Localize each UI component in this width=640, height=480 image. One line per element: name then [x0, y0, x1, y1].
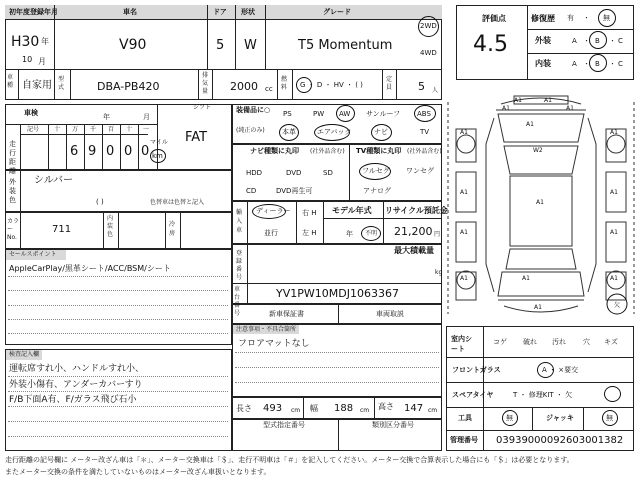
exterior-label: 外装 [535, 36, 551, 45]
equip-sunroof: サンルーフ [366, 110, 401, 118]
displacement-unit: cc [265, 85, 273, 93]
capacity: 5 [418, 80, 425, 93]
mark-0: A1 [514, 97, 522, 104]
ext-opt-dot2: ・ [609, 37, 616, 45]
import-dealer: ディーラー [256, 207, 291, 215]
navi-dvd-play: DVD再生可 [276, 187, 313, 195]
mark-14: A1 [460, 275, 468, 282]
shift-label: シフト [193, 104, 212, 111]
mileage-label: 走行 [9, 140, 16, 157]
inspection-label: 車検 [24, 109, 38, 117]
footer-line-2: またメーター交換の条件を満たしていないものはメーター改ざん車扱いとなります。 [5, 468, 271, 476]
mileage-unit-mile: マイル [150, 139, 168, 146]
first-reg-year: H30 [11, 34, 40, 50]
navi-sd: SD [323, 169, 333, 177]
digit-label-5: 十 [126, 126, 133, 133]
color-code-label: カラーNo. [7, 218, 20, 241]
mark-5: A1 [610, 129, 618, 136]
digit-label-2: 万 [72, 126, 79, 133]
ext-opt-a: A [572, 37, 577, 45]
mark-10: A1 [610, 229, 618, 236]
equip-pw: PW [313, 110, 325, 118]
model-year-label: モデル年式 [332, 206, 372, 215]
sheet-burn: コゲ [493, 338, 507, 346]
inspector-line-2: 外装小傷有、アンダーカバーすり [9, 380, 143, 390]
capacity-label: 定員 [386, 76, 393, 91]
warranty-row [232, 304, 442, 324]
mileage-digit-0: 6 [70, 144, 79, 159]
ext-opt-b: B [595, 37, 600, 45]
sheet-tear: 破れ [523, 338, 537, 346]
length: 493 [263, 403, 283, 414]
equip-airbag: エアバック [317, 128, 352, 136]
color-paren: ( ) [96, 198, 104, 206]
mileage-digit-2: 0 [106, 144, 115, 159]
tv-fullseg: フルセグ [362, 167, 390, 175]
footer-line-1: 走行距離の記号欄に メーター改ざん車は「＊」、メーター交換車は「＄」、走行不明車は「＃」を記入してください。メーター交換で合算表示した場合にも「＄」は必要となります。 [5, 456, 574, 464]
first-reg-month: 10 [22, 55, 33, 64]
inspector-line-1: 運転席すれ小、ハンドルすれ小、 [9, 364, 145, 374]
mileage-digit-1: 9 [88, 144, 97, 159]
equip-aw: AW [339, 110, 351, 118]
sheet-hole: 穴 [583, 338, 590, 346]
new-warranty: 新車保証書 [269, 310, 304, 318]
spare-tire-circle [604, 386, 621, 402]
height-unit: cm [428, 407, 438, 414]
inspector-title: 検査記入欄 [9, 351, 40, 358]
mark-4: A1 [460, 129, 468, 136]
tools-label: 工具 [458, 414, 472, 422]
mark-1: A1 [544, 97, 552, 104]
model-label: 車名 [123, 8, 137, 16]
front-glass-label: フロントガラス [452, 366, 501, 374]
length-label: 長さ [236, 404, 252, 413]
model-code: DBA-PB420 [97, 80, 160, 93]
ext-opt-dot1: ・ [583, 37, 590, 45]
ext-opt-c: C [618, 37, 623, 45]
repair-opt-dot: ・ [583, 14, 590, 22]
digit-label-3: 千 [90, 126, 97, 133]
int-opt-dot1: ・ [583, 60, 590, 68]
height: 147 [404, 403, 424, 414]
recycle-value: 21,200 [394, 225, 433, 238]
equip-leather: 本革 [282, 128, 296, 136]
int-opt-a: A [572, 60, 577, 68]
mileage-digit-4: 0 [141, 144, 150, 159]
spare-tire-label: スペアタイヤ [452, 391, 494, 399]
notes-title: 注意事項・不具合箇所 [236, 326, 297, 333]
digit-label-1: 十 [54, 126, 61, 133]
jack-value: 無 [606, 414, 613, 422]
equip-abs: ABS [417, 110, 431, 118]
int-opt-b: B [595, 60, 600, 68]
shift-value: FAT [185, 130, 208, 145]
month-unit: 月 [38, 57, 46, 66]
tv-subtitle: (社外品含む) [407, 148, 442, 155]
sheet-scratch: キズ [604, 338, 618, 346]
ac-label: 冷房 [169, 221, 176, 237]
displacement-label: 排気量 [202, 72, 209, 95]
chassis-label: 車台番号 [234, 286, 241, 317]
mark-17: 欠 [614, 302, 621, 309]
management-label: 管理番号 [450, 436, 478, 444]
recycle-label: リサイクル預託金 [385, 206, 448, 215]
length-unit: cm [291, 407, 301, 414]
digit-label-0: 記号 [27, 126, 40, 133]
first-reg-label: 初年度登録年月 [9, 8, 58, 16]
grade-label: グレード [323, 8, 351, 16]
score: 4.5 [473, 32, 508, 57]
model-cert-label: 型式指定番号 [263, 421, 305, 429]
fuel-label: 燃料 [281, 76, 288, 91]
max-load-unit: kg [435, 269, 443, 276]
repair-label: 修復歴 [531, 14, 555, 23]
width: 188 [334, 403, 354, 414]
int-opt-c: C [618, 60, 623, 68]
mileage-digit-3: 0 [124, 144, 133, 159]
interior-color-label: 内装色 [107, 215, 114, 238]
mark-16: A1 [534, 304, 542, 311]
int-opt-dot2: ・ [609, 60, 616, 68]
mark-8: A1 [610, 189, 618, 196]
inspection-year-unit: 年 [103, 113, 110, 121]
drive-2wd: 2WD [420, 22, 437, 30]
mark-7: A1 [460, 189, 468, 196]
navi-cd: CD [246, 187, 257, 195]
height-label: 高さ [378, 402, 394, 411]
spare-tire-options: T ・ 修理KIT ・ 欠 [513, 391, 573, 399]
tools-value: 無 [506, 414, 513, 422]
repair-opt-no: 無 [603, 14, 610, 22]
color-code: 711 [52, 224, 72, 235]
equipment-subtitle: (純正のみ) [236, 127, 265, 134]
recycle-unit: 円 [434, 231, 441, 238]
digit-label-4: 百 [108, 126, 115, 133]
registration-label: 登録番号 [236, 250, 243, 281]
repair-opt-yes: 有 [567, 14, 574, 22]
management-number: 03939000092603001382 [496, 435, 624, 446]
mark-11: A1 [536, 199, 544, 206]
navi-subtitle: (社外品含む) [310, 148, 345, 155]
mileage-label2: 距離 [9, 158, 16, 175]
equip-navi: ナビ [374, 128, 388, 136]
color-note: 色替車は色替と記入 [150, 199, 205, 206]
model-year-unknown: 不明 [365, 230, 378, 237]
notes-line: フロアマットなし [238, 339, 310, 349]
registration-type: 自家用 [22, 80, 52, 91]
year-unit: 年 [41, 37, 49, 46]
model-year-unit: 年 [346, 230, 353, 238]
tv-title: TV種類に丸印 [356, 147, 402, 155]
inspection-month-unit: 月 [143, 113, 150, 121]
navi-dvd: DVD [286, 169, 302, 177]
interior-sheet-label: 室内シート [451, 335, 472, 353]
navi-hdd: HDD [246, 169, 263, 177]
mark-3: A1 [566, 105, 574, 112]
notes-box [232, 324, 442, 397]
front-glass-options: A ・ ×要交 [542, 366, 579, 374]
mark-13: A1 [522, 275, 530, 282]
shape: W [244, 38, 257, 53]
equipment-title: 装備品に○ [236, 106, 271, 114]
navi-title: ナビ種類に丸印 [250, 147, 299, 155]
inspector-line-3: F/B下面A有、F/ガラス飛び石小 [9, 395, 137, 405]
tv-oneseg: ワンセグ [406, 167, 434, 175]
score-label: 評価点 [482, 14, 506, 23]
car-damage-diagram [446, 84, 636, 324]
jack-label: ジャッキ [546, 414, 574, 422]
import-parallel: 並行 [264, 229, 278, 237]
mark-15: A1 [610, 275, 618, 282]
width-unit: cm [360, 407, 370, 414]
color-label: 外装色 [9, 178, 16, 204]
mileage-unit-km: km [152, 152, 163, 160]
mark-2: A1 [502, 105, 510, 112]
sales-points-title: セールスポイント [9, 251, 57, 258]
mark-9: A1 [460, 229, 468, 236]
import-right: 右 H [302, 209, 317, 217]
sales-point-line: AppleCarPlay/黒革シート/ACC/BSM/シート [9, 264, 171, 273]
width-label: 幅 [310, 404, 318, 413]
mark-12: W2 [533, 147, 543, 154]
max-load-label: 最大積載量 [394, 246, 434, 255]
equip-tv: TV [420, 128, 430, 136]
door-label: ドア [213, 8, 227, 16]
import-label: 輸入車 [236, 209, 243, 234]
vehicle-manual: 車両取説 [376, 310, 404, 318]
equip-ps: PS [283, 110, 292, 118]
grade: T5 Momentum [298, 38, 393, 53]
shape-label: 形状 [241, 8, 255, 16]
import-left: 左 H [302, 229, 317, 237]
doors: 5 [216, 38, 225, 53]
drive-4wd: 4WD [420, 49, 437, 57]
color-value: シルバー [34, 175, 74, 186]
tv-analog: アナログ [363, 187, 391, 195]
model-type-label: 型式 [58, 76, 65, 91]
digit-label-6: 一 [143, 126, 150, 133]
category-label: 類別区分番号 [372, 421, 414, 429]
fuel-options: G ・ D ・ HV ・ ( ) [300, 81, 363, 89]
capacity-unit: 人 [432, 87, 439, 94]
chassis-number: YV1PW10MDJ1063367 [276, 287, 399, 300]
model-name: V90 [119, 37, 147, 53]
registration-type-label: 車種 [7, 74, 14, 89]
mark-6: A1 [526, 121, 534, 128]
displacement: 2000 [230, 80, 258, 93]
sheet-stain: 汚れ [552, 338, 566, 346]
interior-label: 内装 [535, 59, 551, 68]
